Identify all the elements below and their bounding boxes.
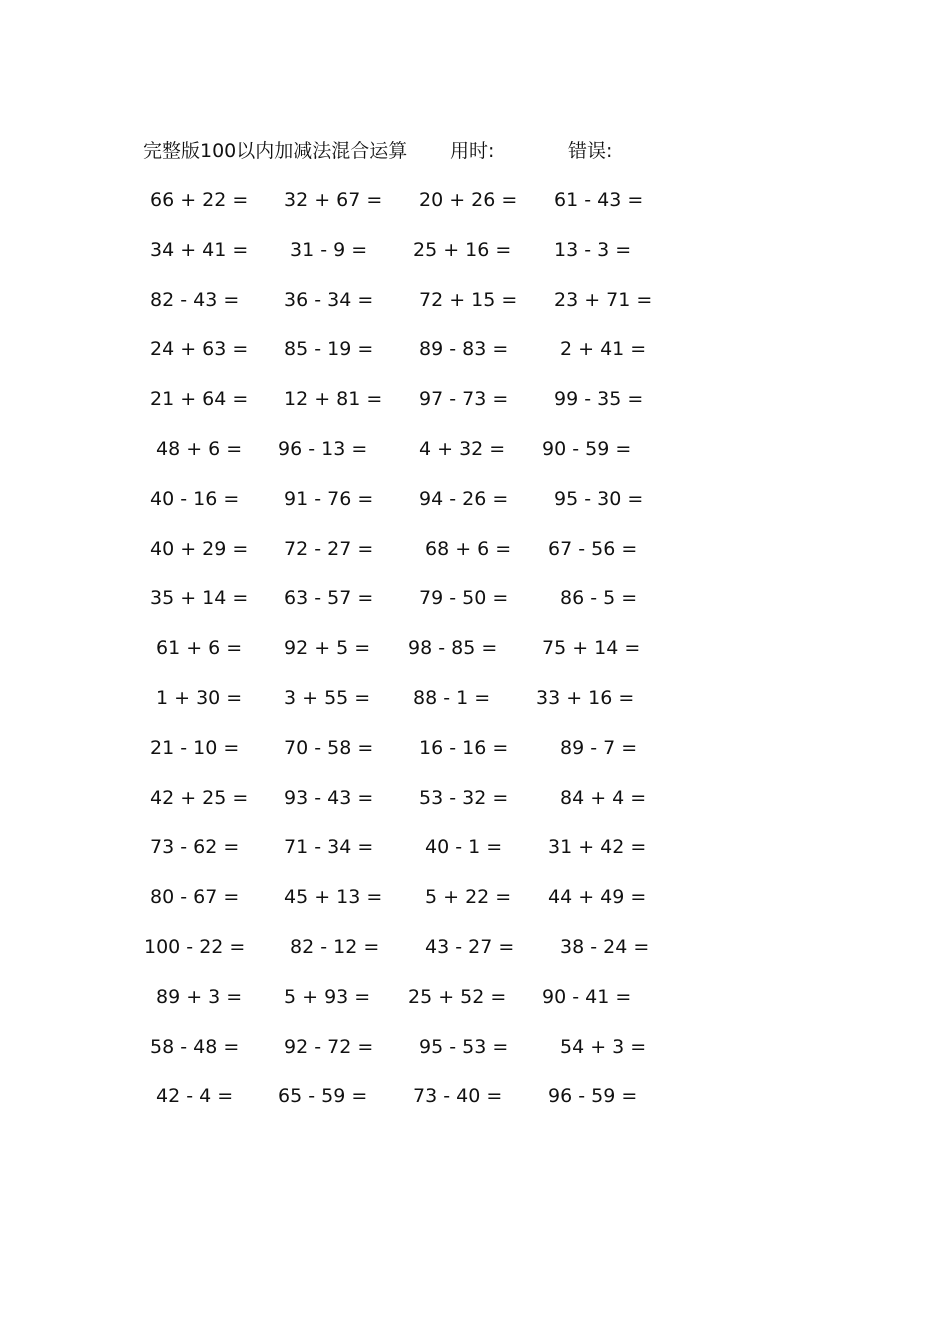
problem-row [140,1079,680,1129]
worksheet-title: 完整版100以内加减法混合运算 [143,140,408,162]
math-problem: 38 - 24 = [560,935,650,958]
math-problem: 3 + 55 = [284,686,371,709]
math-problem: 80 - 67 = [150,886,240,909]
problem-row [140,631,680,681]
math-problem: 5 + 22 = [425,886,512,909]
problem-grid [140,183,680,1129]
math-problem: 35 + 14 = [150,587,249,610]
math-problem: 43 - 27 = [425,935,515,958]
math-problem: 25 + 52 = [408,985,507,1008]
math-problem: 61 - 43 = [554,189,644,211]
math-problem: 32 + 67 = [284,189,383,211]
problem-row [140,1030,680,1080]
problem-row [140,830,680,880]
math-problem: 99 - 35 = [554,388,644,411]
problem-row [140,681,680,731]
math-problem: 36 - 34 = [284,288,374,311]
math-problem: 84 + 4 = [560,786,647,809]
math-problem: 73 - 40 = [413,1085,503,1108]
math-problem: 63 - 57 = [284,587,374,610]
math-problem: 23 + 71 = [554,288,653,311]
math-problem: 68 + 6 = [425,537,512,560]
math-problem: 61 + 6 = [156,637,243,660]
problem-row [140,432,680,482]
math-problem: 25 + 16 = [413,238,512,261]
math-problem: 95 - 53 = [419,1035,509,1058]
math-problem: 75 + 14 = [542,637,641,660]
problem-row [140,731,680,781]
math-problem: 96 - 13 = [278,437,368,460]
math-problem: 33 + 16 = [536,686,635,709]
problem-row [140,382,680,432]
math-problem: 58 - 48 = [150,1035,240,1058]
problem-row [140,581,680,631]
math-problem: 20 + 26 = [419,189,518,211]
math-problem: 21 - 10 = [150,736,240,759]
math-problem: 1 + 30 = [156,686,243,709]
math-problem: 31 - 9 = [290,238,368,261]
problem-row [140,532,680,582]
worksheet-header [143,136,663,166]
math-problem: 4 + 32 = [419,437,506,460]
problem-row [140,482,680,532]
problem-row [140,781,680,831]
math-problem: 97 - 73 = [419,388,509,411]
math-problem: 16 - 16 = [419,736,509,759]
math-problem: 73 - 62 = [150,836,240,859]
problem-row [140,183,680,233]
error-count-label: 错误: [568,140,613,162]
math-problem: 12 + 81 = [284,388,383,411]
math-problem: 5 + 93 = [284,985,371,1008]
math-problem: 53 - 32 = [419,786,509,809]
math-problem: 72 - 27 = [284,537,374,560]
math-problem: 82 - 12 = [290,935,380,958]
math-problem: 67 - 56 = [548,537,638,560]
math-problem: 44 + 49 = [548,886,647,909]
math-problem: 89 - 83 = [419,338,509,361]
math-problem: 92 - 72 = [284,1035,374,1058]
math-problem: 42 - 4 = [156,1085,234,1108]
math-problem: 93 - 43 = [284,786,374,809]
math-problem: 45 + 13 = [284,886,383,909]
math-problem: 31 + 42 = [548,836,647,859]
math-problem: 72 + 15 = [419,288,518,311]
math-problem: 85 - 19 = [284,338,374,361]
math-problem: 65 - 59 = [278,1085,368,1108]
math-problem: 79 - 50 = [419,587,509,610]
math-problem: 96 - 59 = [548,1085,638,1108]
math-problem: 89 - 7 = [560,736,638,759]
math-problem: 89 + 3 = [156,985,243,1008]
math-problem: 13 - 3 = [554,238,632,261]
problem-row [140,332,680,382]
math-problem: 42 + 25 = [150,786,249,809]
math-problem: 54 + 3 = [560,1035,647,1058]
math-problem: 90 - 41 = [542,985,632,1008]
math-problem: 21 + 64 = [150,388,249,411]
math-problem: 34 + 41 = [150,238,249,261]
math-problem: 88 - 1 = [413,686,491,709]
math-problem: 90 - 59 = [542,437,632,460]
math-problem: 40 - 1 = [425,836,503,859]
problem-row [140,880,680,930]
math-problem: 86 - 5 = [560,587,638,610]
problem-row [140,233,680,283]
math-problem: 82 - 43 = [150,288,240,311]
math-problem: 95 - 30 = [554,487,644,510]
math-problem: 70 - 58 = [284,736,374,759]
math-problem: 94 - 26 = [419,487,509,510]
math-problem: 92 + 5 = [284,637,371,660]
math-problem: 66 + 22 = [150,189,249,211]
math-problem: 48 + 6 = [156,437,243,460]
problem-row [140,283,680,333]
math-problem: 100 - 22 = [144,935,246,958]
math-problem: 91 - 76 = [284,487,374,510]
math-problem: 71 - 34 = [284,836,374,859]
problem-row [140,980,680,1030]
math-problem: 98 - 85 = [408,637,498,660]
problem-row [140,930,680,980]
math-problem: 2 + 41 = [560,338,647,361]
math-problem: 24 + 63 = [150,338,249,361]
math-problem: 40 - 16 = [150,487,240,510]
time-used-label: 用时: [450,140,495,162]
math-problem: 40 + 29 = [150,537,249,560]
